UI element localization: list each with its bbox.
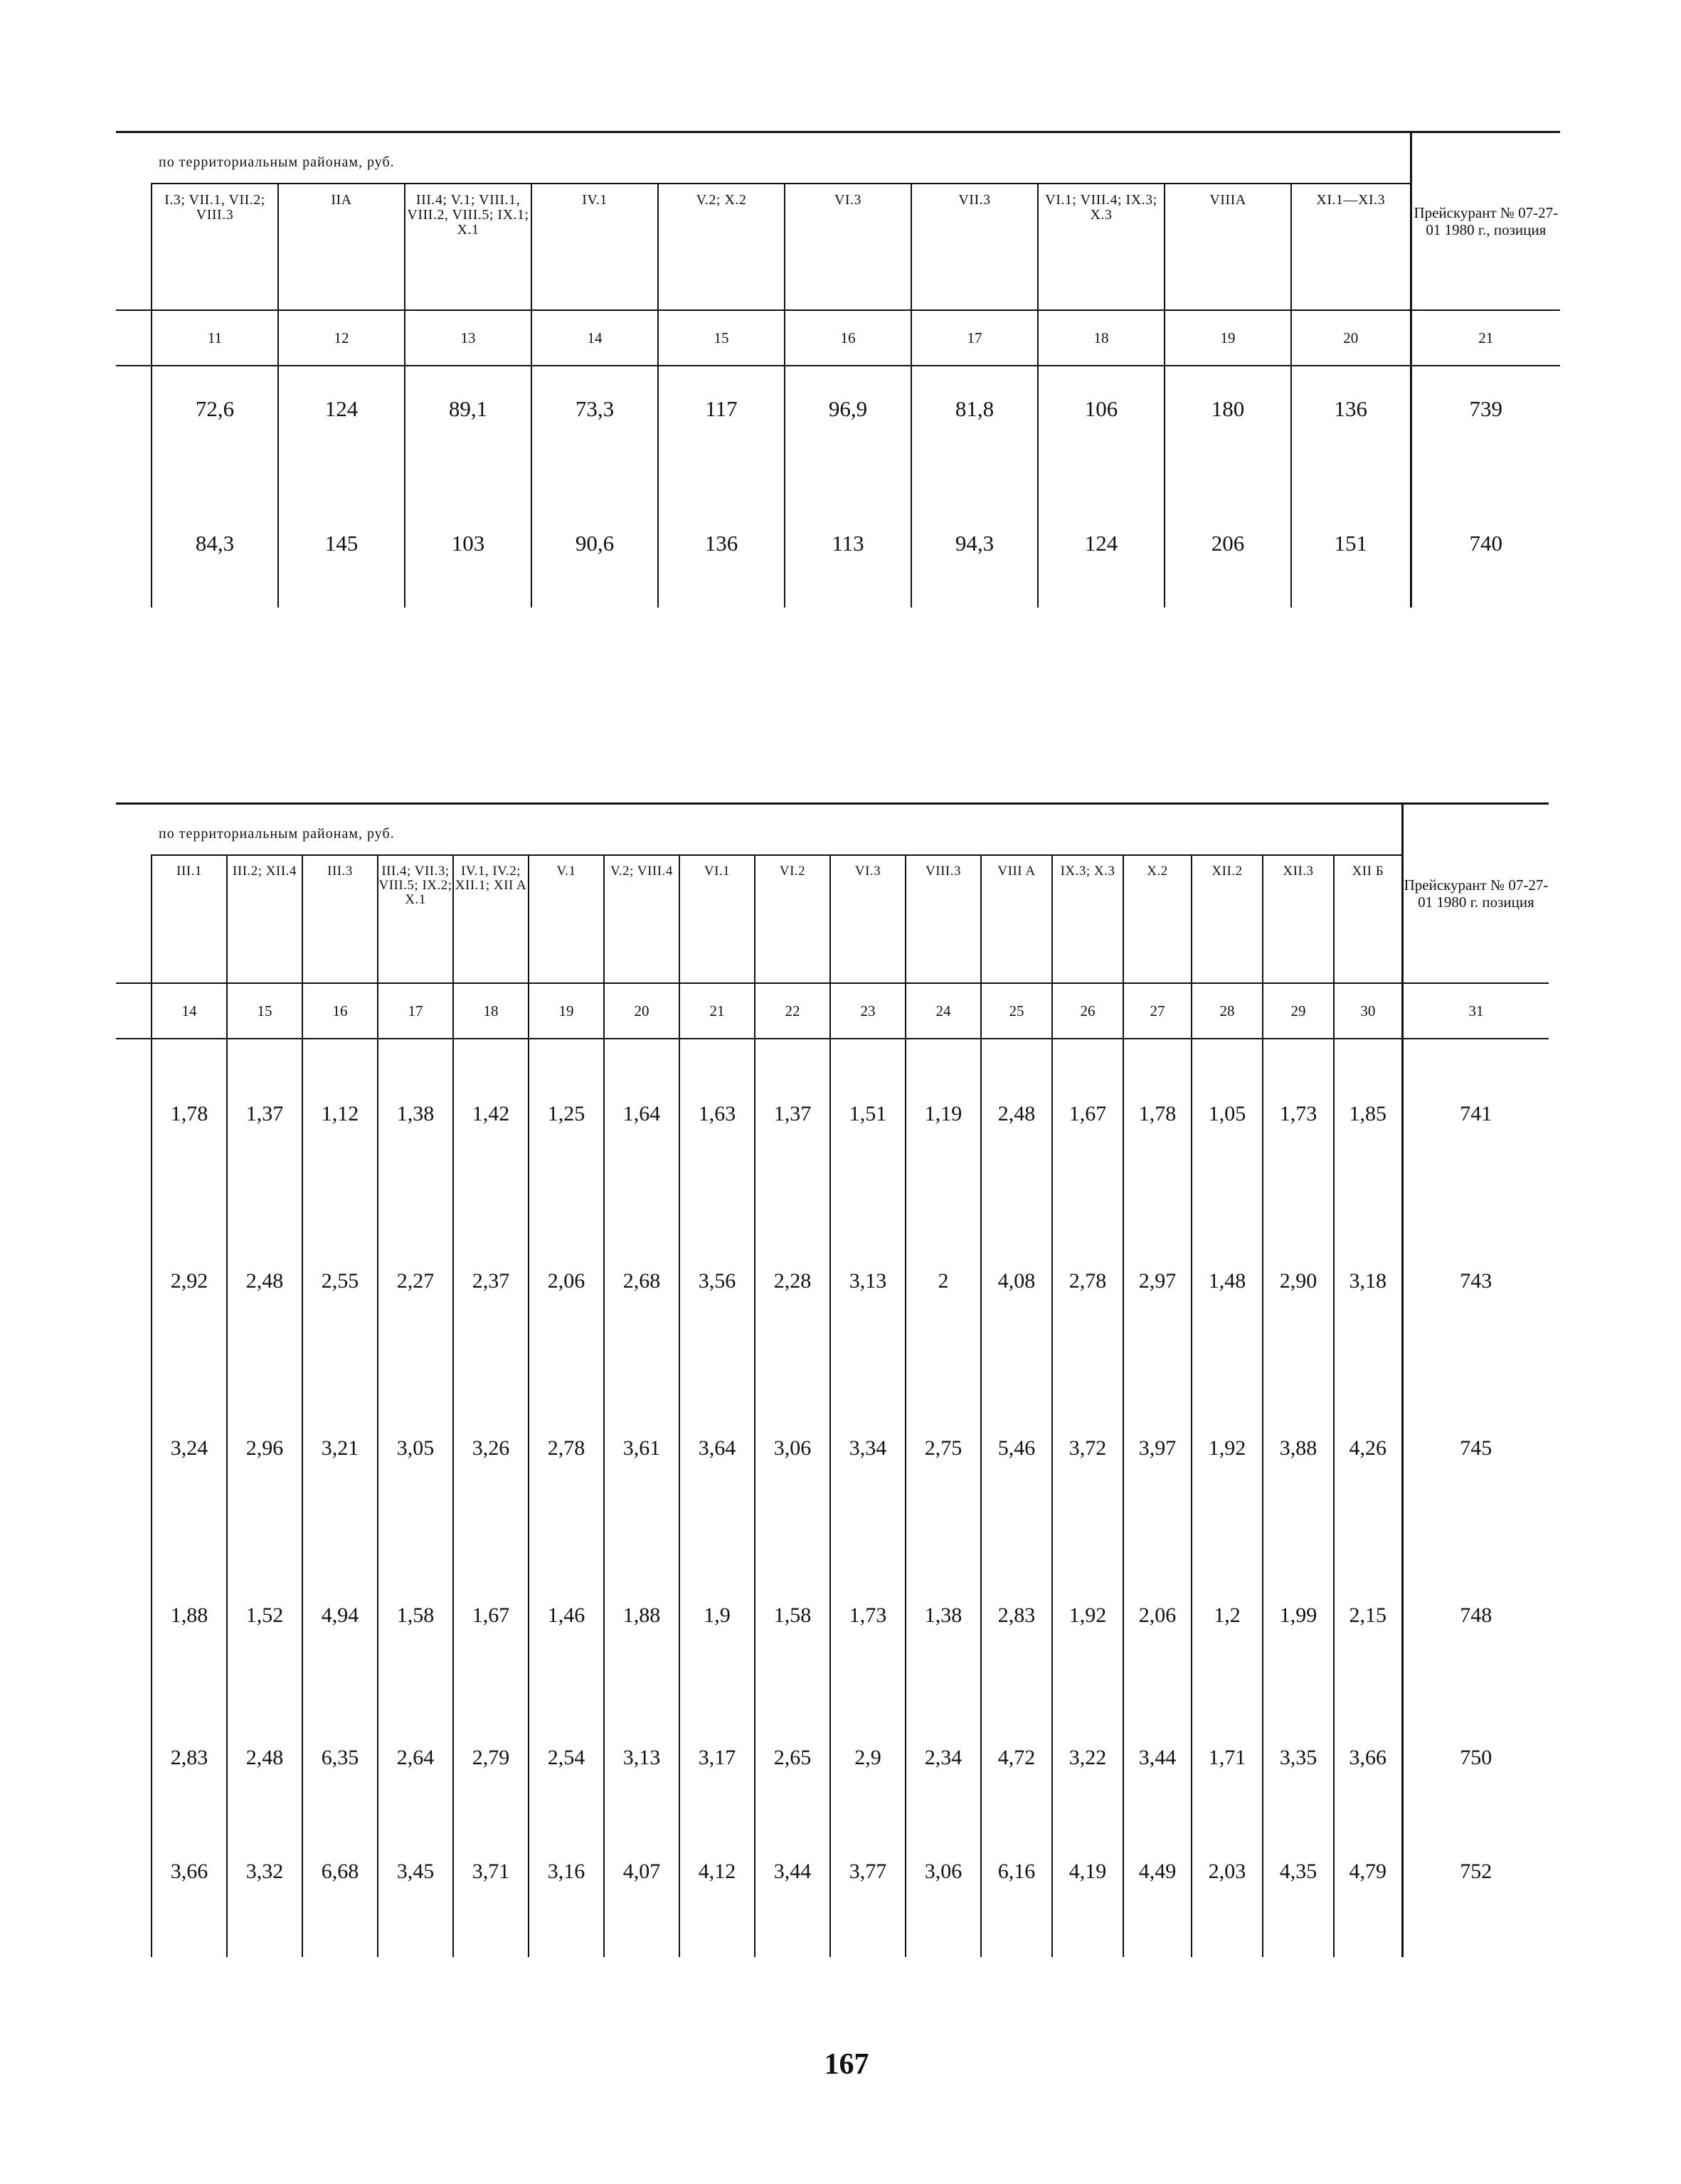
price-cell: 3,22 [1052, 1708, 1123, 1829]
price-table-1-grid [116, 131, 1560, 608]
price-cell: 4,72 [981, 1708, 1052, 1829]
column-number: 18 [453, 983, 529, 1039]
price-cell: 90,6 [531, 465, 658, 608]
spacer-cell [116, 310, 152, 366]
price-cell: 2,78 [1052, 1210, 1123, 1374]
price-cell: 3,21 [302, 1374, 378, 1544]
column-header: I.3; VII.1, VII.2; VIII.3 [152, 184, 278, 310]
column-number: 19 [529, 983, 604, 1039]
column-number: 13 [405, 310, 531, 366]
position-cell: 750 [1402, 1708, 1549, 1829]
price-cell: 1,67 [1052, 1039, 1123, 1210]
position-cell: 740 [1411, 465, 1560, 608]
column-header: V.1 [529, 855, 604, 983]
price-cell: 2,92 [152, 1210, 227, 1374]
price-cell: 145 [278, 465, 405, 608]
table-row [116, 465, 1560, 608]
price-cell: 4,08 [981, 1210, 1052, 1374]
price-cell: 3,06 [755, 1374, 830, 1544]
column-number: 19 [1165, 310, 1291, 366]
column-header: X.2 [1123, 855, 1192, 983]
column-header: V.2; X.2 [658, 184, 785, 310]
price-cell: 3,13 [830, 1210, 906, 1374]
column-number: 21 [679, 983, 755, 1039]
price-list-header: Прейскурант № 07-27-01 1980 г. позиция [1402, 804, 1549, 984]
price-cell: 124 [278, 366, 405, 465]
price-cell: 5,46 [981, 1374, 1052, 1544]
price-cell: 1,63 [679, 1039, 755, 1210]
price-cell: 3,61 [604, 1374, 679, 1544]
position-cell: 752 [1402, 1829, 1549, 1957]
price-cell: 1,12 [302, 1039, 378, 1210]
column-number: 12 [278, 310, 405, 366]
price-cell: 1,78 [1123, 1039, 1192, 1210]
column-number: 20 [604, 983, 679, 1039]
price-cell: 3,26 [453, 1374, 529, 1544]
price-cell: 6,16 [981, 1829, 1052, 1957]
price-list-header: Прейскурант № 07-27-01 1980 г., позиция [1411, 132, 1560, 311]
table-row [116, 1210, 1549, 1374]
table-row [116, 366, 1560, 465]
price-cell: 3,35 [1263, 1708, 1334, 1829]
price-table-1 [116, 131, 1559, 608]
column-number: 14 [152, 983, 227, 1039]
column-number: 22 [755, 983, 830, 1039]
column-header: VIII A [981, 855, 1052, 983]
price-cell: 3,77 [830, 1829, 906, 1957]
price-cell: 3,88 [1263, 1374, 1334, 1544]
price-cell: 96,9 [785, 366, 911, 465]
price-cell: 2,27 [378, 1210, 453, 1374]
price-cell: 2,55 [302, 1210, 378, 1374]
price-cell: 1,92 [1052, 1544, 1123, 1708]
column-header: VI.1 [679, 855, 755, 983]
column-header: VII.3 [911, 184, 1038, 310]
spacer-cell [116, 1544, 152, 1708]
table-2-body [116, 1039, 1546, 1957]
price-cell: 2,96 [227, 1374, 302, 1544]
price-table-2 [116, 802, 1549, 1957]
price-cell: 1,58 [378, 1544, 453, 1708]
price-cell: 3,45 [378, 1829, 453, 1957]
price-cell: 2,83 [152, 1708, 227, 1829]
price-cell: 2,06 [1123, 1544, 1192, 1708]
price-cell: 1,58 [755, 1544, 830, 1708]
price-cell: 2,65 [755, 1708, 830, 1829]
price-cell: 2,03 [1192, 1829, 1263, 1957]
price-cell: 2,28 [755, 1210, 830, 1374]
price-cell: 103 [405, 465, 531, 608]
price-cell: 3,72 [1052, 1374, 1123, 1544]
price-cell: 2,06 [529, 1210, 604, 1374]
price-cell: 2,48 [981, 1039, 1052, 1210]
table-row [116, 1544, 1549, 1708]
price-cell: 2,78 [529, 1374, 604, 1544]
column-number: 26 [1052, 983, 1123, 1039]
column-header: III.1 [152, 855, 227, 983]
table-caption: по территориальным районам, руб. [116, 804, 1402, 856]
column-header: V.2; VIII.4 [604, 855, 679, 983]
column-number: 17 [378, 983, 453, 1039]
spacer-cell [116, 1829, 152, 1957]
price-cell: 4,49 [1123, 1829, 1192, 1957]
column-header: IV.1 [531, 184, 658, 310]
price-cell: 2,15 [1334, 1544, 1402, 1708]
price-cell: 3,05 [378, 1374, 453, 1544]
price-cell: 4,19 [1052, 1829, 1123, 1957]
price-cell: 1,51 [830, 1039, 906, 1210]
price-cell: 2,9 [830, 1708, 906, 1829]
price-cell: 3,16 [529, 1829, 604, 1957]
price-cell: 2 [906, 1210, 981, 1374]
price-cell: 124 [1038, 465, 1165, 608]
price-cell: 3,24 [152, 1374, 227, 1544]
spacer-cell [116, 1374, 152, 1544]
price-cell: 117 [658, 366, 785, 465]
spacer-cell [116, 983, 152, 1039]
column-number: 25 [981, 983, 1052, 1039]
price-cell: 1,46 [529, 1544, 604, 1708]
price-cell: 2,79 [453, 1708, 529, 1829]
price-cell: 72,6 [152, 366, 278, 465]
column-header: III.2; XII.4 [227, 855, 302, 983]
price-cell: 1,64 [604, 1039, 679, 1210]
column-header: IX.3; X.3 [1052, 855, 1123, 983]
price-cell: 1,73 [830, 1544, 906, 1708]
price-cell: 3,44 [755, 1829, 830, 1957]
column-number: 28 [1192, 983, 1263, 1039]
price-cell: 3,66 [1334, 1708, 1402, 1829]
caption-row [116, 132, 1560, 184]
price-cell: 3,32 [227, 1829, 302, 1957]
column-number: 18 [1038, 310, 1165, 366]
price-cell: 3,44 [1123, 1708, 1192, 1829]
column-header: VI.3 [830, 855, 906, 983]
price-cell: 1,67 [453, 1544, 529, 1708]
column-number: 29 [1263, 983, 1334, 1039]
price-cell: 89,1 [405, 366, 531, 465]
column-number: 15 [227, 983, 302, 1039]
column-number: 16 [302, 983, 378, 1039]
column-header: III.4; VII.3; VIII.5; IX.2; X.1 [378, 855, 453, 983]
price-cell: 1,88 [604, 1544, 679, 1708]
column-header: VI.1; VIII.4; IX.3; X.3 [1038, 184, 1165, 310]
price-cell: 1,78 [152, 1039, 227, 1210]
price-cell: 3,06 [906, 1829, 981, 1957]
table-row [116, 1829, 1549, 1957]
column-number: 14 [531, 310, 658, 366]
price-cell: 136 [1291, 366, 1411, 465]
price-cell: 1,42 [453, 1039, 529, 1210]
price-cell: 2,48 [227, 1210, 302, 1374]
spacer-cell [116, 1210, 152, 1374]
price-cell: 136 [658, 465, 785, 608]
column-header: XII.2 [1192, 855, 1263, 983]
price-cell: 1,73 [1263, 1039, 1334, 1210]
position-cell: 739 [1411, 366, 1560, 465]
price-cell: 6,35 [302, 1708, 378, 1829]
price-cell: 3,97 [1123, 1374, 1192, 1544]
table-row [116, 1039, 1549, 1210]
column-number: 20 [1291, 310, 1411, 366]
column-header: VIII.3 [906, 855, 981, 983]
price-cell: 2,97 [1123, 1210, 1192, 1374]
price-cell: 1,38 [378, 1039, 453, 1210]
price-cell: 2,83 [981, 1544, 1052, 1708]
price-table-2-grid [116, 802, 1549, 1039]
column-number: 15 [658, 310, 785, 366]
header-row [116, 855, 1549, 983]
price-cell: 94,3 [911, 465, 1038, 608]
column-number-row [116, 310, 1560, 366]
price-cell: 1,52 [227, 1544, 302, 1708]
price-cell: 3,13 [604, 1708, 679, 1829]
price-cell: 3,34 [830, 1374, 906, 1544]
position-cell: 741 [1402, 1039, 1549, 1210]
price-cell: 4,79 [1334, 1829, 1402, 1957]
column-number: 31 [1402, 983, 1549, 1039]
price-cell: 113 [785, 465, 911, 608]
price-cell: 2,90 [1263, 1210, 1334, 1374]
price-cell: 151 [1291, 465, 1411, 608]
price-cell: 2,75 [906, 1374, 981, 1544]
column-number: 27 [1123, 983, 1192, 1039]
price-cell: 1,05 [1192, 1039, 1263, 1210]
column-number: 30 [1334, 983, 1402, 1039]
price-cell: 1,2 [1192, 1544, 1263, 1708]
column-number: 16 [785, 310, 911, 366]
column-header: VI.2 [755, 855, 830, 983]
price-cell: 2,34 [906, 1708, 981, 1829]
table-row [116, 1374, 1549, 1544]
price-cell: 1,37 [227, 1039, 302, 1210]
price-cell: 3,64 [679, 1374, 755, 1544]
price-cell: 180 [1165, 366, 1291, 465]
price-cell: 106 [1038, 366, 1165, 465]
column-number: 23 [830, 983, 906, 1039]
column-header: VI.3 [785, 184, 911, 310]
column-number: 17 [911, 310, 1038, 366]
header-row [116, 184, 1560, 310]
price-cell: 1,25 [529, 1039, 604, 1210]
column-header: IIA [278, 184, 405, 310]
caption-row [116, 804, 1549, 856]
column-header: IV.1, IV.2; XII.1; XII A [453, 855, 529, 983]
price-cell: 1,38 [906, 1544, 981, 1708]
price-cell: 4,94 [302, 1544, 378, 1708]
price-cell: 81,8 [911, 366, 1038, 465]
price-cell: 3,56 [679, 1210, 755, 1374]
column-header: XII Б [1334, 855, 1402, 983]
price-cell: 3,66 [152, 1829, 227, 1957]
price-cell: 1,19 [906, 1039, 981, 1210]
price-cell: 2,68 [604, 1210, 679, 1374]
price-cell: 1,9 [679, 1544, 755, 1708]
column-number: 24 [906, 983, 981, 1039]
column-number: 21 [1411, 310, 1560, 366]
spacer-cell [116, 1708, 152, 1829]
page-number: 167 [824, 2048, 869, 2081]
price-cell: 2,37 [453, 1210, 529, 1374]
column-header: III.4; V.1; VIII.1, VIII.2, VIII.5; IX.1; X.1 [405, 184, 531, 310]
column-number: 11 [152, 310, 278, 366]
price-cell: 84,3 [152, 465, 278, 608]
price-cell: 3,17 [679, 1708, 755, 1829]
position-cell: 743 [1402, 1210, 1549, 1374]
column-header: XII.3 [1263, 855, 1334, 983]
column-number-row [116, 983, 1549, 1039]
price-cell: 2,48 [227, 1708, 302, 1829]
price-cell: 4,26 [1334, 1374, 1402, 1544]
price-cell: 4,35 [1263, 1829, 1334, 1957]
spacer-cell [116, 465, 152, 608]
table-caption: по территориальным районам, руб. [116, 132, 1411, 184]
price-cell: 4,07 [604, 1829, 679, 1957]
column-header: XI.1—XI.3 [1291, 184, 1411, 310]
price-cell: 1,85 [1334, 1039, 1402, 1210]
column-header: VIIIA [1165, 184, 1291, 310]
price-cell: 73,3 [531, 366, 658, 465]
spacer-cell [116, 855, 152, 983]
price-cell: 1,92 [1192, 1374, 1263, 1544]
price-cell: 1,71 [1192, 1708, 1263, 1829]
position-cell: 745 [1402, 1374, 1549, 1544]
price-table-2-data [116, 1039, 1549, 1957]
column-header: III.3 [302, 855, 378, 983]
price-cell: 4,12 [679, 1829, 755, 1957]
table-row [116, 1708, 1549, 1829]
price-cell: 1,88 [152, 1544, 227, 1708]
price-cell: 1,48 [1192, 1210, 1263, 1374]
price-cell: 2,54 [529, 1708, 604, 1829]
spacer-cell [116, 366, 152, 465]
spacer-cell [116, 184, 152, 310]
price-cell: 3,18 [1334, 1210, 1402, 1374]
price-cell: 2,64 [378, 1708, 453, 1829]
price-cell: 6,68 [302, 1829, 378, 1957]
price-cell: 1,37 [755, 1039, 830, 1210]
price-cell: 3,71 [453, 1829, 529, 1957]
price-cell: 206 [1165, 465, 1291, 608]
spacer-cell [116, 1039, 152, 1210]
position-cell: 748 [1402, 1544, 1549, 1708]
price-cell: 1,99 [1263, 1544, 1334, 1708]
